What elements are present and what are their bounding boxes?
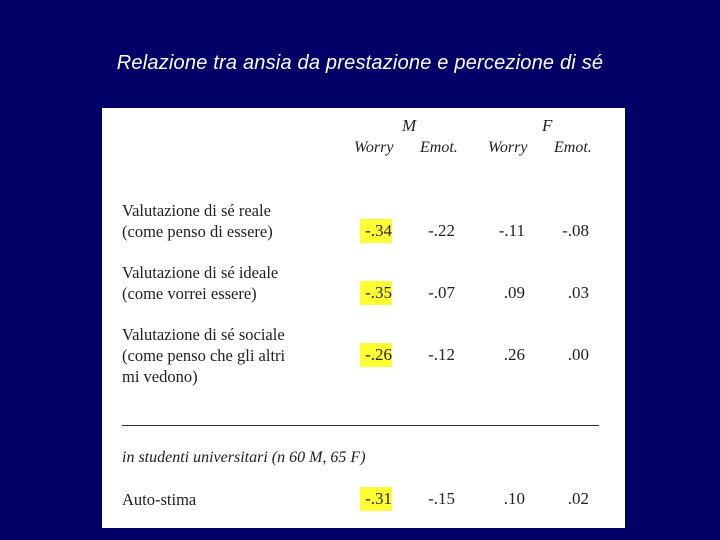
row-label-autostima: Auto-stima bbox=[122, 490, 197, 509]
value-cell: -.07 bbox=[428, 283, 455, 302]
group-header-f: F bbox=[542, 116, 553, 135]
row-label-line: (come penso di essere) bbox=[122, 222, 273, 241]
column-header-emot-f: Emot. bbox=[554, 139, 592, 156]
row-label-ideale bbox=[122, 262, 278, 304]
row-label-line: Valutazione di sé sociale bbox=[122, 325, 285, 344]
slide-title: Relazione tra ansia da prestazione e percezione di sé bbox=[116, 52, 604, 74]
value-cell: -.15 bbox=[428, 489, 455, 508]
value-cell: .10 bbox=[503, 489, 525, 508]
row-label-line: mi vedono) bbox=[122, 367, 198, 386]
sample-note: in studenti universitari (n 60 M, 65 F) bbox=[122, 449, 366, 466]
table-divider bbox=[122, 425, 599, 426]
column-header-emot-m: Emot. bbox=[420, 139, 458, 156]
value-cell: .26 bbox=[503, 345, 525, 364]
value-cell: -.34 bbox=[365, 221, 392, 240]
value-cell: .00 bbox=[567, 345, 589, 364]
value-cell: -.26 bbox=[365, 345, 392, 364]
value-cell: -.12 bbox=[428, 345, 455, 364]
value-cell: .02 bbox=[567, 489, 589, 508]
correlation-table bbox=[102, 108, 625, 528]
value-cell: -.31 bbox=[365, 489, 392, 508]
group-header-m: M bbox=[402, 116, 417, 135]
value-cell: -.11 bbox=[498, 221, 525, 240]
row-label-line: (come penso che gli altri bbox=[122, 346, 286, 365]
value-cell: .03 bbox=[567, 283, 589, 302]
value-cell: -.35 bbox=[365, 283, 392, 302]
value-cell: .09 bbox=[503, 283, 525, 302]
row-label-line: Valutazione di sé ideale bbox=[122, 263, 279, 282]
value-cell: -.22 bbox=[428, 221, 455, 240]
row-label-line: (come vorrei essere) bbox=[122, 284, 257, 303]
row-label-sociale bbox=[122, 324, 285, 387]
value-cell: -.08 bbox=[562, 221, 589, 240]
column-header-worry-f: Worry bbox=[488, 139, 528, 156]
row-label-line: Valutazione di sé reale bbox=[122, 201, 271, 220]
row-label-reale bbox=[122, 200, 273, 242]
column-header-worry-m: Worry bbox=[354, 139, 394, 156]
